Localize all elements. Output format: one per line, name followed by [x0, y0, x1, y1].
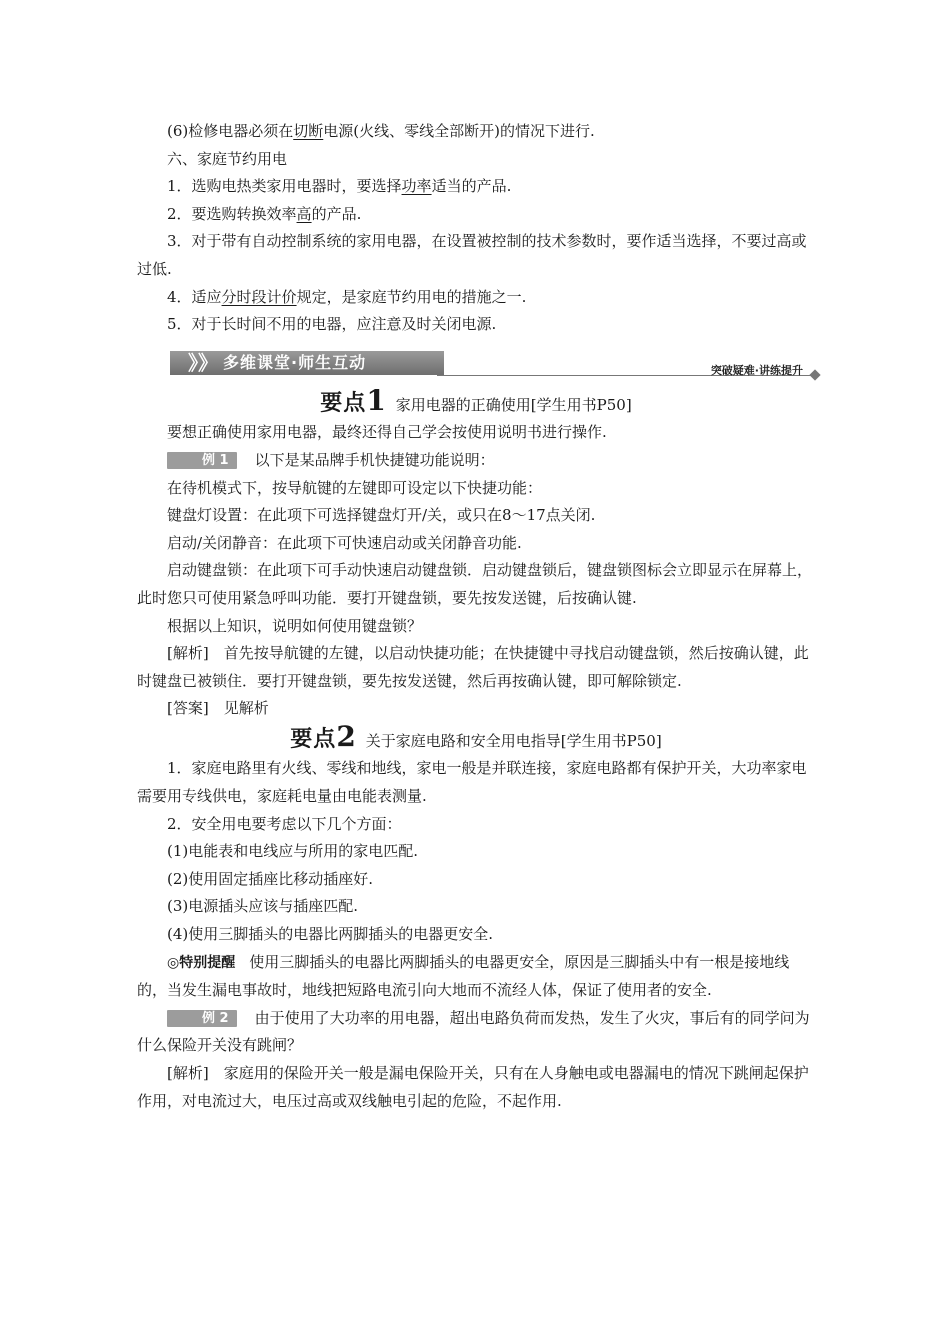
text: 由于使用了大功率的用电器，超出电路负荷而发热，发生了火灾，事后有的同学问为什么保险开关没有跳闸？: [137, 1008, 810, 1055]
example-1-line: 启动/关闭静音：在此项下可快速启动或关闭静音功能.: [167, 533, 522, 552]
section-banner: [137, 347, 815, 383]
point-title: 关于家庭电路和安全用电指导[学生用书P50]: [365, 731, 662, 750]
diamond-icon: [809, 369, 820, 380]
example-1-answer: [答案] 见解析: [167, 699, 269, 718]
saving-item-3: 3．对于带有自动控制系统的家用电器，在设置被控制的技术参数时，要作适当选择，不要过高或过低.: [137, 232, 807, 278]
text: 规定，是家庭节约用电的措施之一.: [296, 287, 527, 306]
section-heading-6: 六、家庭节约用电: [167, 149, 288, 168]
point-2-para: 2．安全用电要考虑以下几个方面：: [167, 814, 402, 833]
underlined-term: 高: [296, 204, 312, 223]
item-6: [137, 118, 815, 146]
saving-item-1: [137, 173, 815, 201]
special-tip: [137, 949, 815, 1005]
point-1-heading: [137, 383, 815, 420]
example-1-line: 在待机模式下，按导航键的左键即可设定以下快捷功能：: [167, 478, 543, 497]
point-label: 要点: [290, 726, 337, 752]
point-2-para: 1．家庭电路里有火线、零线和地线，家电一般是并联连接，家庭电路都有保护开关，大功率家电需要用专线供电，家庭耗电量由电能表测量.: [137, 759, 807, 806]
safety-item: (4)使用三脚插头的电器比两脚插头的电器更安全.: [167, 925, 494, 944]
example-1-analysis: [解析] 首先按导航键的左键，以启动快捷功能；在快捷键中寻找启动键盘锁，然后按确认键，此时键盘已被锁住．要打开键盘锁，要先按发送键，然后再按确认键，即可解除锁定.: [137, 644, 809, 690]
safety-item: (1)电能表和电线应与所用的家电匹配.: [167, 842, 419, 861]
example-1-question: [137, 447, 815, 475]
text: 的产品.: [311, 204, 362, 223]
document-page: [137, 118, 815, 1115]
text: 1．选购电热类家用电器时，要选择: [167, 177, 402, 196]
underlined-term: 功率: [401, 177, 432, 196]
text: 以下是某品牌手机快捷键功能说明：: [254, 450, 495, 469]
example-1-line: 键盘灯设置：在此项下可选择键盘灯开/关，或只在8～17点关闭.: [167, 506, 596, 525]
underlined-term: 切断: [293, 122, 324, 140]
banner-subtitle: 突破疑难·讲练提升: [710, 363, 803, 377]
example-badge: 例 2: [167, 1010, 237, 1027]
text: (6)检修电器必须在: [167, 122, 294, 140]
text: 2．要选购转换效率: [167, 204, 297, 223]
text: 适当的产品.: [431, 177, 512, 196]
point-1-intro: 要想正确使用家用电器，最终还得自己学会按使用说明书进行操作.: [167, 423, 607, 442]
target-icon: ◎: [167, 954, 180, 971]
point-title: 家用电器的正确使用[学生用书P50]: [395, 395, 632, 414]
point-label: 要点: [320, 390, 367, 416]
safety-item: (2)使用固定插座比移动插座好.: [167, 869, 374, 888]
banner-title: 多维课堂·师生互动: [223, 352, 367, 372]
underlined-term: 分时段计价: [221, 287, 297, 306]
text: 电源(火线、零线全部断开)的情况下进行.: [323, 122, 595, 140]
point-2-heading: [137, 719, 815, 756]
saving-item-4: [137, 284, 815, 312]
example-2-question: [137, 1005, 815, 1060]
example-1-line: 根据以上知识，说明如何使用键盘锁？: [167, 616, 423, 635]
point-number: 2: [336, 719, 356, 753]
tip-label: 特别提醒: [179, 954, 236, 971]
text: 使用三脚插头的电器比两脚插头的电器更安全，原因是三脚插头中有一根是接地线的，当发生漏电事故时，地线把短路电流引向大地而不流经人体，保证了使用者的安全.: [137, 952, 790, 1000]
text: 4．适应: [167, 287, 222, 306]
example-badge: 例 1: [167, 452, 237, 469]
point-number: 1: [366, 383, 386, 417]
example-2-analysis: [解析] 家庭用的保险开关一般是漏电保险开关，只有在人身触电或电器漏电的情况下跳闸起保护作用，对电流过大，电压过高或双线触电引起的危险，不起作用.: [137, 1064, 809, 1110]
saving-item-5: 5．对于长时间不用的电器，应注意及时关闭电源.: [167, 315, 497, 334]
safety-item: (3)电源插头应该与插座匹配.: [167, 897, 359, 916]
chevron-icon: 》》: [188, 350, 218, 375]
example-1-line: 启动键盘锁：在此项下可手动快速启动键盘锁．启动键盘锁后，键盘锁图标会立即显示在屏幕上，此时您只可使用紧急呼叫功能．要打开键盘锁，要先按发送键，后按确认键.: [137, 561, 813, 607]
saving-item-2: [137, 201, 815, 229]
